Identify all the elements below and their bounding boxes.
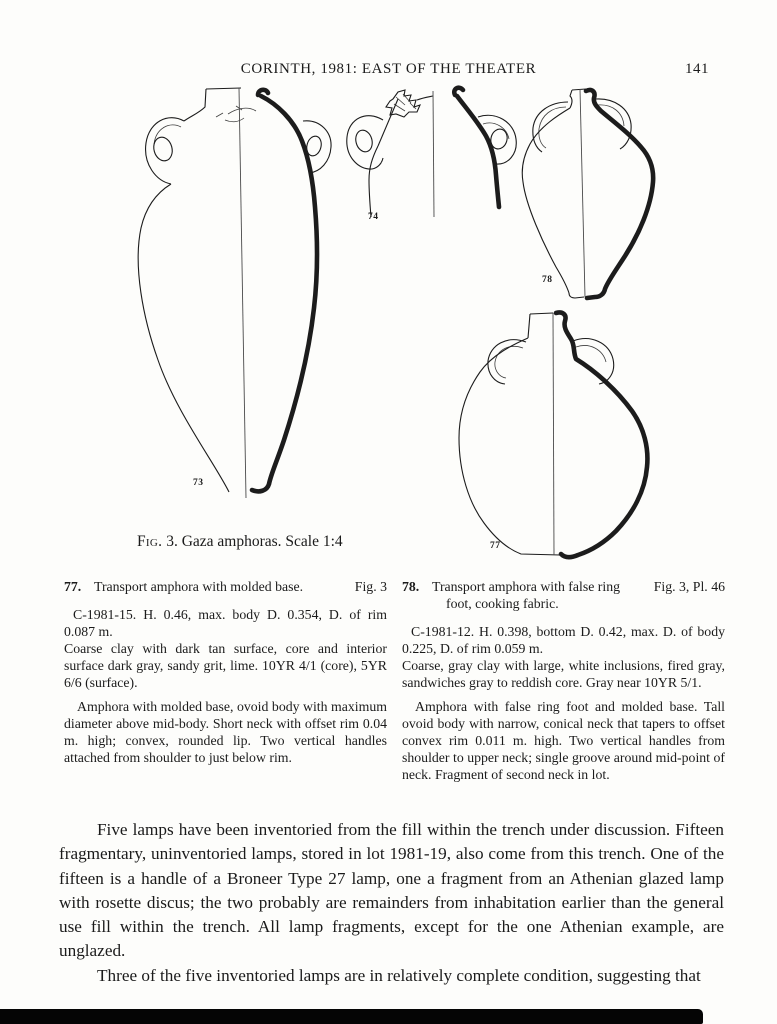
amphora-74-drawing [347, 88, 516, 217]
body-text [59, 818, 724, 988]
amphora-78-drawing [522, 89, 653, 298]
catalog-description: Amphora with molded base, ovoid body with maximum diameter above mid-body. Short neck with offset rim 0.04 m. high; convex, rounded lip. Two vertical handles attached from shoulder to just below rim. [64, 699, 387, 765]
figure-item-label-77: 77 [490, 541, 501, 551]
catalog-description: Amphora with false ring foot and molded base. Tall ovoid body with narrow, conical neck that tapers to offset convex rim 0.011 m. high. Two vertical handles from shoulder to upper neck; single groove around mid-point of neck. Fragment of second neck in lot. [402, 699, 725, 782]
catalog-title: Transport amphora with molded base. [94, 579, 304, 594]
figure-item-label-74: 74 [368, 212, 379, 222]
catalog-number: 77. [64, 579, 82, 594]
page-number: 141 [685, 61, 709, 77]
figure-caption-text: 3. Gaza amphoras. Scale 1:4 [162, 533, 343, 550]
body-paragraph-2: Three of the five inventoried lamps are in relatively complete condition, suggesting that [97, 965, 701, 985]
figure-item-label-78: 78 [542, 275, 553, 285]
catalog-figure-ref: Fig. 3 [354, 579, 387, 594]
catalog-fabric: Coarse, gray clay with large, white inclusions, fired gray, sandwiches gray to reddish core. Gray near 10YR 5/1. [402, 658, 725, 690]
figure-caption-prefix: Fig. [137, 533, 163, 550]
catalog-entry-77 [64, 578, 387, 783]
catalog-fabric: Coarse clay with dark tan surface, core and interior surface dark gray, sandy grit, lime. 10YR 4/1 (core), 5YR 6/6 (surface). [64, 641, 387, 690]
amphora-77-drawing [459, 312, 647, 557]
scan-artifact-bottom-bar [0, 1009, 703, 1024]
catalog-entry-78 [402, 578, 725, 783]
catalog-figure-ref: Fig. 3, Pl. 46 [653, 579, 725, 594]
catalog-dimensions: C-1981-15. H. 0.46, max. body D. 0.354, D. of rim 0.087 m. [64, 607, 387, 639]
catalog-entry-78-heading [402, 578, 725, 612]
catalog-number: 78. [402, 579, 420, 594]
figure-caption [137, 533, 343, 551]
amphora-73-drawing [138, 88, 331, 498]
catalog-title: Transport amphora with false ring foot, cooking fabric. [432, 579, 621, 611]
catalog-entry-77-heading [64, 578, 387, 595]
catalog-dimensions: C-1981-12. H. 0.398, bottom D. 0.42, max. D. of body 0.225, D. of rim 0.059 m. [402, 624, 725, 656]
catalog-entries [64, 578, 725, 783]
figure-item-label-73: 73 [193, 478, 204, 488]
body-paragraph-1: Five lamps have been inventoried from the fill within the trench under discussion. Fifteen fragmentary, uninventoried lamps, stored in lot 1981-19, also come from this trench. One of the fifteen is a handle of a Broneer Type 27 lamp, one a fragment from an Athenian glazed lamp with rosette discus; the two probably are remainders from inhabitation earlier than the general use fill within the trench. All lamp fragments, except for the one Athenian example, are unglazed. [59, 820, 724, 961]
running-head-title: CORINTH, 1981: EAST OF THE THEATER [240, 61, 537, 77]
